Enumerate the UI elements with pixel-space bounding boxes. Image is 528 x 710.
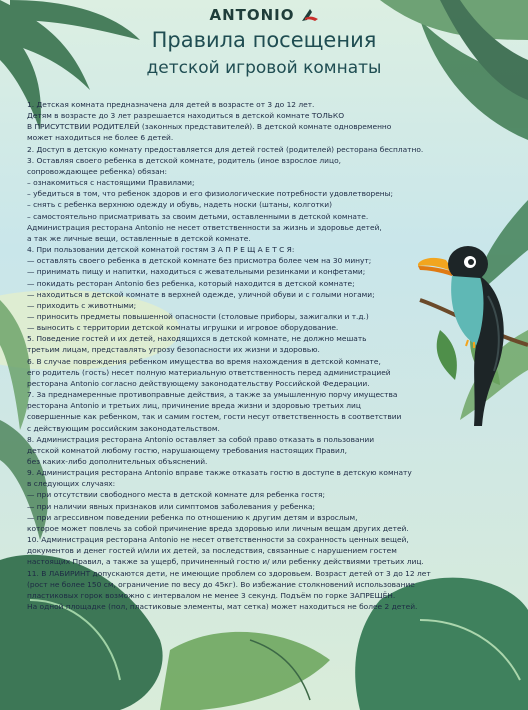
rule-line: 2. Доступ в детскую комнату предоставляется для детей гостей (родителей) ресторана бесплатно. [27,144,424,154]
rule-line: документов и денег гостей и/или их детей, за последствия, связанные с нарушением гостем [27,546,397,556]
rule-line: – ознакомиться с настоящими Правилами; [27,178,195,188]
rule-line: – самостоятельно присматривать за своим детьми, оставленными в детской комнате. [27,211,369,221]
rule-line: (рост не более 150 см, ограничение по весу до 45кг). Во избежание столкновений использование [27,579,415,589]
rule-line: сопровождающее ребенка) обязан: [27,166,168,176]
rule-line: Детям в возрасте до 3 лет разрешается находиться в детской комнате ТОЛЬКО [27,111,345,121]
rule-line: — при наличии явных признаков или симптомов заболевания у ребенка; [27,501,316,511]
rule-line: – снять с ребенка верхнюю одежду и обувь, надеть носки (штаны, колготки) [27,200,333,210]
rule-line: На одной площадке (пол, пластиковые элементы, мат сетка) может находиться не более 2 детей. [27,602,418,612]
brand-name: ANTONIO [209,6,295,24]
rule-line: — при отсутствии свободного места в детской комнате для ребенка гостя; [27,490,325,500]
rule-line: 7. За преднамеренные противоправные действия, а также за умышленную порчу имущества [27,390,398,400]
rule-line: а так же личные вещи, оставленные в детской комнате. [27,233,251,243]
rule-line: — приходить с животными; [27,300,137,310]
rule-line: которое может повлечь за собой причинение вреда здоровью или личным вещам других детей. [27,523,409,533]
rule-line: – убедиться в том, что ребенок здоров и его физиологические потребности удовлетворены; [27,189,394,199]
rule-line: 1. Детская комната предназначена для детей в возрасте от 3 до 12 лет. [27,100,315,109]
rule-line: 9. Администрация ресторана Antonio вправе также отказать гостю в доступе в детскую комнату [27,468,412,478]
rule-line: — покидать ресторан Antonio без ребенка, который находится в детской комнате; [27,278,355,288]
rule-line: 3. Оставляя своего ребенка в детской комнате, родитель (иное взрослое лицо, [27,155,341,165]
rule-line: 4. При пользовании детской комнатой гостям З А П Р Е Щ А Е Т С Я: [27,245,295,255]
rule-line: ресторана Antonio и третьих лиц, причинение вреда жизни и здоровью третьих лиц [27,401,361,411]
page-title: Правила посещения [151,28,377,52]
rule-line: Администрация ресторана Antonio не несет ответственности за жизнь и здоровье детей, [27,222,382,232]
rule-line: 8. Администрация ресторана Antonio оставляет за собой право отказать в пользовании [27,434,375,444]
rule-line: может находиться не более 6 детей. [27,133,174,143]
rule-line: пластиковых горок возможно с интервалом не менее 3 секунд. Подъём по горке ЗАПРЕЩЁН. [27,590,396,600]
rule-line: 6. В случае повреждения ребенком имущества во время нахождения в детской комнате, [27,356,381,366]
rule-line: 11. В ЛАБИРИНТ допускаются дети, не имеющие проблем со здоровьем. Возраст детей от 3 до 12 лет [27,568,431,578]
toucan-illustration [418,236,526,436]
rule-line: — приносить предметы повышенной опасности (столовые приборы, зажигалки и т.д.) [27,311,369,321]
rule-line: настоящих Правил, а также за ущерб, причиненный гостю и/ или ребенку действиями третьих лиц. [27,557,424,567]
rule-line: совершенные как ребенком, так и самим гостем, гости несут ответственность в соответствии [27,412,402,422]
rule-line: — оставлять своего ребенка в детской комнате без присмотра более чем на 30 минут; [27,256,372,266]
rule-line: с действующим российским законодательством. [27,423,220,433]
rule-line: без каких-либо дополнительных объяснений. [27,457,208,466]
page-subtitle: детской игровой комнаты [146,58,382,78]
brand-logo [0,6,528,24]
rule-line: ресторана Antonio согласно действующему законодательству Российской Федерации. [27,378,370,388]
rule-line: — при агрессивном поведении ребенка по отношению к другим детям и взрослым, [27,512,358,522]
rule-line: третьим лицам, представлять угрозу безопасности их жизни и здоровью. [27,345,320,355]
rule-line: детской комнатой любому гостю, нарушающему требования настоящих Правил, [27,445,347,455]
rule-line: — находиться в детской комнате в верхней одежде, уличной обуви и с голыми ногами; [27,289,375,299]
rule-line: 10. Администрация ресторана Antonio не несет ответственности за сохранность ценных вещей, [27,535,409,545]
rule-line: 5. Поведение гостей и их детей, находящихся в детской комнате, не должно мешать [27,334,367,344]
rule-line: его родитель (гость) несет полную материальную ответственность перед администрацией [27,367,391,377]
header [0,6,528,78]
rule-line: В ПРИСУТСТВИИ РОДИТЕЛЕЙ (законных представителей). В детской комнате одновременно [27,122,392,132]
rule-line: — принимать пищу и напитки, находиться с жевательными резинками и конфетами; [27,267,366,277]
rule-line: — выносить с территории детской комнаты игрушки и игровое оборудование. [27,323,339,333]
rule-line: в следующих случаях: [27,479,116,489]
brand-mark-icon [301,8,319,22]
